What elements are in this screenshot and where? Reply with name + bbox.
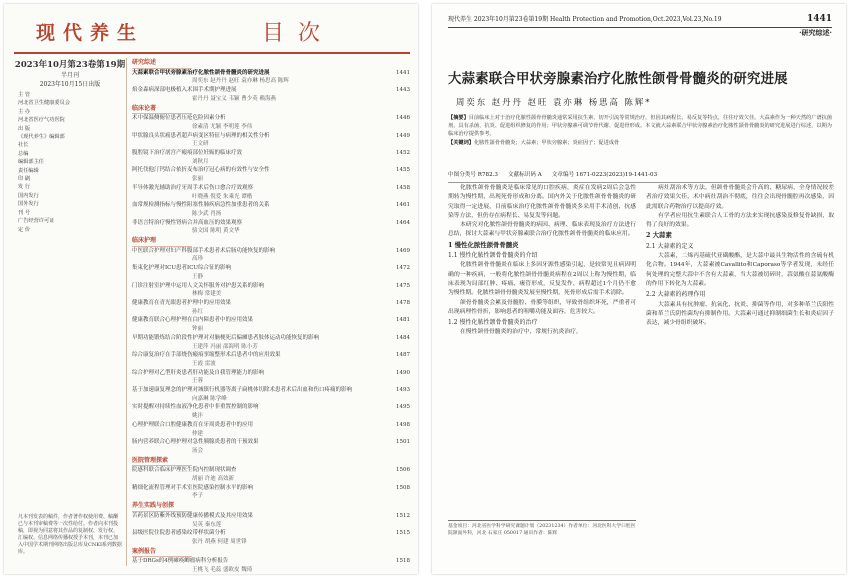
journal-field: 发 行 [18, 184, 31, 191]
toc-entry[interactable] [132, 316, 410, 325]
toc-entry[interactable] [132, 421, 410, 430]
toc-entry[interactable] [132, 114, 410, 123]
toc-entry-page: 1452 [396, 150, 410, 157]
body-paragraph: 有学者应用抗生素联合人工骨的方法来实现抗感染及修复骨缺损，取得了良好的效果。 [646, 212, 834, 229]
toc-entry-title: 甲状腺良头状癌患者超声病变区特征与病理的相关性分析 [132, 132, 270, 139]
subsection-heading: 2.1 大蒜素的定义 [646, 242, 694, 250]
abstract-block [448, 114, 832, 147]
toc-section-heading: 临床论著 [132, 105, 192, 115]
journal-field: 出 版 [18, 125, 31, 132]
journal-field: 主 管 [18, 92, 31, 98]
toc-entry-title: 半导体激光辅助治疗牙周手术后伤口愈合疗效观察 [132, 184, 254, 191]
toc-entry-page: 1506 [396, 467, 410, 474]
toc-entry-title: 基于DRGs的4例瘫痪鲫瘤病科分析报告 [132, 558, 229, 565]
toc-entry-page: 1501 [396, 439, 410, 446]
toc-entry-page: 1469 [396, 247, 410, 254]
toc-entry-page: 1508 [396, 484, 410, 491]
toc-entry[interactable] [132, 149, 410, 158]
subsection-heading: 2.2 大蒜素的药理作用 [646, 291, 706, 299]
toc-entry-title: 实时提醒对持续性血液净化患者中非重置控制的影响 [132, 404, 259, 411]
toc-entry-title: 院感科联合临床护理医生院内控制现状调查 [132, 467, 237, 474]
publish-date: 2023年10月15日出版 [39, 81, 101, 88]
toc-entry-authors [132, 193, 410, 202]
journal-field: 河北省医疗气功医院 [18, 117, 65, 124]
toc-entry-authors [132, 412, 410, 421]
toc-authors-text: 徐素清 尤颖 李明莲 李伟 [192, 123, 253, 130]
toc-entry-authors [132, 475, 410, 484]
copyright-note: 凡本刊发表的稿件，作者著作权使用费、稿酬已与本刊审稿费等一次性给付。作者向本刊投稿，即视为同意将其作品的复制权、发行权、汇编权、信息网络传播权授予本刊，本刊已加入中国学术期刊网络出版总库及CNKI系列数据库。 [18, 514, 122, 555]
toc-entry-authors [132, 447, 410, 456]
toc-entry-authors [132, 175, 410, 184]
body-paragraph: 大蒜素具有抗肿瘤、抗氧化、抗炎、抑菌等作用，对多种革兰氏阳性菌和革兰氏阴性菌均有抑制作用。大蒜素可通过抑制细菌生长和炎症因子表达，减少骨组织破坏。 [646, 301, 834, 327]
toc-section-heading: 医院管理探索 [132, 457, 192, 467]
toc-authors-text: 霍丹丹 聂宝义 韦颖 曹少英 赖海燕 [192, 95, 276, 102]
toc-entry-authors [132, 158, 410, 167]
toc-entry-title: 健康教育联合心理护理在白内障患者中的应用效果 [132, 317, 254, 324]
toc-entry[interactable] [132, 282, 410, 291]
toc-entry-page: 1493 [396, 387, 410, 394]
toc-entry-page: 1484 [396, 334, 410, 341]
toc-entry[interactable] [132, 351, 410, 360]
abstract-label: 【摘要】 [448, 115, 469, 121]
toc-entry-authors [132, 538, 410, 547]
meta-item: 文章编号 1671-0223(2023)19-1441-03 [551, 172, 658, 178]
journal-field: 刊 号 [18, 209, 31, 216]
toc-list [132, 58, 410, 574]
toc-entry-authors [132, 360, 410, 369]
toc-authors-text: 王文研 [192, 141, 209, 148]
toc-entry-page: 1455 [396, 167, 410, 174]
toc-entry-title: 综合康复治疗在手部烧伤瘢痕挛缩整形术后患者中的应用效果 [132, 352, 281, 359]
toc-authors-text: 张丹 胡燕 何建 周世锋 [192, 538, 247, 545]
toc-entry-authors [132, 566, 410, 574]
journal-fields [14, 91, 126, 234]
toc-entry-authors [132, 325, 410, 334]
article-meta [448, 170, 832, 183]
journal-field: 广告经营许可证 [18, 218, 55, 225]
toc-authors-text: 王桃飞 毛蕊 盛欧皮 魏琦 [192, 567, 253, 574]
toc-entry[interactable] [132, 86, 410, 95]
body-paragraph: 在慢性颌骨骨髓炎的治疗中，常规行抗炎治疗， [460, 329, 582, 336]
toc-section-heading: 研究综述 [132, 59, 192, 69]
toc-authors-text: 吴英 秦东莲 [192, 521, 222, 528]
body-paragraph: 本研究对化脓性颌骨骨髓炎的病因、病理、临床表现及治疗方法进行总结，探讨大蒜素与甲状旁腺素联合治疗化脓性颌骨骨髓炎的临床应用。 [448, 222, 636, 238]
keywords-label: 【关键词】 [448, 139, 474, 146]
abstract-text: 目前临床上对于治疗化脓性颌骨骨髓炎通常采用抗生素、切开引流等常规治疗，但因其病程长、易反复等特点，往往疗效欠佳。大蒜素作为一种天然的广谱抗菌剂，具有杀菌、抗炎、促进组织修复的作用；甲状旁腺素可调节骨代谢、促进骨形成。本文就大蒜素联合甲状旁腺素治疗化脓性颌骨骨髓炎的研究进展进行综述，以期为临床治疗提供参考。 [448, 115, 832, 138]
toc-entry-authors [132, 343, 410, 352]
toc-entry-title: 肠内营养联合心理护理对急性胰腺炎患者的干预效果 [132, 439, 259, 446]
toc-authors-text: 陈少武 肖扬 [192, 210, 222, 217]
body-paragraph: 颌骨骨髓炎会累及骨髓腔、骨膜等组织，导致骨组织坏死，严重者可出现病理性骨折，影响患者的咀嚼功能及面容，危害较大。 [448, 299, 636, 315]
keywords-text: 化脓性颌骨骨髓炎；大蒜素；甲状旁腺素；炎症因子；促进成骨 [473, 139, 620, 146]
toc-entry[interactable] [132, 334, 410, 343]
toc-entry-title: 精细化流程管理对手术室医院感染控制水平的影响 [132, 484, 254, 491]
toc-entry-authors [132, 140, 410, 149]
article-title: 大蒜素联合甲状旁腺素治疗化脓性颌骨骨髓炎的研究进展 [448, 71, 788, 87]
journal-field: 责任编辑 [18, 167, 39, 174]
toc-entry-authors [132, 123, 410, 132]
toc-entry[interactable] [132, 484, 410, 493]
running-head [448, 14, 832, 28]
toc-entry-page: 1461 [396, 202, 410, 209]
toc-entry-title: 焰金森病深部电极植入术围手术期护理进展 [132, 87, 237, 94]
body-column-right [646, 184, 834, 328]
toc-entry-title: 术中保温侧俯位患者压疮危险因素分析 [132, 115, 226, 122]
toc-entry-page: 1515 [396, 530, 410, 537]
toc-authors-text: 王霞 雷波 [192, 360, 216, 367]
toc-entry-title: 健康教育在青光眼患者护理中的应用效果 [132, 299, 232, 306]
toc-authors-text: 王静 [192, 273, 204, 280]
journal-field: 国内发行 [18, 192, 39, 199]
issue-label: 2023年10月第23卷第19期 [14, 60, 126, 70]
meta-item: 文献标识码 A [507, 172, 542, 178]
toc-entry-authors [132, 430, 410, 439]
running-head-text: 现代养生 2023年10月第23卷第19期 Health Protection and Promotion,Oct.2023,Vol.23,No.19 [448, 16, 722, 23]
toc-entry-page: 1518 [396, 558, 410, 565]
footnote: 基金项目：河北省医学科学研究课题计划（20231234）作者单位：河北医科大学口腔医院颌面外科，河北 石家庄 050017 通讯作者：陈辉 [448, 520, 636, 537]
toc-authors-text: 钟丽 [192, 326, 204, 333]
toc-authors-text: 骆文国 陈明 黄文华 [192, 228, 240, 235]
toc-entry-page: 1458 [396, 184, 410, 191]
toc-entry[interactable] [132, 247, 410, 256]
toc-entry-page: 1475 [396, 282, 410, 289]
toc-entry-authors [132, 377, 410, 386]
toc-section-heading: 养生实践与创探 [132, 502, 192, 512]
toc-entry-authors [132, 210, 410, 219]
toc-entry-authors [132, 290, 410, 299]
toc-page [4, 4, 418, 574]
toc-authors-text: 高珍 [192, 256, 204, 263]
toc-entry-authors [132, 395, 410, 404]
toc-entry-authors [132, 308, 410, 317]
article-page [432, 4, 846, 574]
toc-entry[interactable] [132, 299, 410, 308]
toc-entry[interactable] [132, 132, 410, 141]
masthead [14, 12, 410, 54]
toc-entry-title: 腹腔镜下治疗剖宫产瘢痕部位妊娠的临床疗效 [132, 150, 243, 157]
toc-entry[interactable] [132, 386, 410, 395]
toc-authors-text: 胡丽 许迪 高效新 [192, 476, 234, 483]
toc-entry[interactable] [132, 369, 410, 378]
toc-entry[interactable] [132, 438, 410, 447]
section-heading: 2 大蒜素 [646, 231, 672, 240]
toc-entry-title: 综合护理对乙型肝炎患者肝功能及自我管理能力的影响 [132, 369, 265, 376]
toc-entry-page: 1490 [396, 369, 410, 376]
toc-entry[interactable] [132, 466, 410, 475]
toc-entry-authors [132, 77, 410, 86]
toc-entry[interactable] [132, 219, 410, 228]
toc-entry-title: 心理护理联合口腔健康教育在牙周炎患者中的应用 [132, 421, 254, 428]
frequency-label: 半月刊 [60, 72, 79, 79]
toc-entry-authors [132, 273, 410, 282]
body-column-left [448, 184, 636, 338]
toc-entry-page: 1472 [396, 265, 410, 272]
toc-entry-title: 血常规检测指标与慢性阻塞性肺疾病急性加重患者的关系 [132, 202, 270, 209]
body-paragraph: 化脓性颌骨骨髓炎是临床常见的口腔疾病，炎症在发病2周后会急性期转为慢性期，出现死骨形成和分离。国内外关于化脓性颌骨骨髓炎的研究取得一定进展，目前临床治疗化脓性颌骨骨髓炎多采用手术清创、抗感染等方法，但仍存在病程长、易复发等问题。 [448, 185, 636, 219]
toc-entry-title: 大蒜素联合甲状旁腺素治疗化脓性颌骨骨髓炎的研究进展 [132, 69, 270, 76]
toc-entry-page: 1512 [396, 512, 410, 519]
toc-authors-text: 叶晓燕 倪爱 朱乘光 谭楷 [192, 193, 253, 200]
journal-field: 主 办 [18, 108, 31, 115]
toc-entry-title: 中医联合护理对妇产科腹部手术患者术后肠功能恢复的影响 [132, 247, 276, 254]
toc-entry[interactable] [132, 403, 410, 412]
toc-heading: 目次 [262, 21, 335, 46]
toc-entry[interactable] [132, 264, 410, 273]
toc-entry-page: 1498 [396, 421, 410, 428]
journal-field: 国外发行 [18, 201, 39, 208]
toc-entry[interactable] [132, 201, 410, 210]
toc-authors-text: 汤会 [192, 447, 204, 454]
toc-entry-title: 基于加速康复理念的护理对城镇行机器等离子扁桃体切除术患者术后出血和伤口疼痛的影响 [132, 387, 353, 394]
toc-authors-text: 孙红 [192, 308, 204, 315]
toc-entry-title: 非语言特治疗慢性肾病合并高血压的效果观察 [132, 219, 243, 226]
body-paragraph: 病灶刮治术等方法，但颌骨骨髓炎会升高的、糖尿病、全身情况较差者治疗效果欠佳，术中病灶刮治不彻底，往往会出现骨髓腔再次感染，因此需联合药物治疗以提高疗效。 [646, 185, 834, 210]
toc-entry-page: 1478 [396, 299, 410, 306]
body-paragraph: 大蒜素，二烯丙基硫代亚磺酸酯，是大蒜中最具生物活性的含硫有机化合物。1944年，大蒜素被Cavallito和Caporaso等学者发现，未经任何处理的完整大蒜中不含有大蒜素，当大蒜被切碎时，蒜氨酸在蒜氨酸酶的作用下转化为大蒜素。 [646, 253, 834, 287]
toc-entry-title: 县级医院住院患者感染纹带样状菌分析 [132, 530, 226, 537]
toc-entry-page: 1449 [396, 132, 410, 139]
article-authors: 周奕东 赵丹丹 赵旺 袁亦琳 杨思高 陈辉* [456, 97, 652, 107]
toc-entry[interactable] [132, 557, 410, 566]
journal-field: 《现代养生》编辑部 [18, 134, 65, 141]
toc-entry-authors [132, 95, 410, 104]
toc-entry-page: 1443 [396, 87, 410, 94]
journal-info-sidebar [14, 58, 127, 566]
toc-entry-page: 1495 [396, 404, 410, 411]
toc-entry-page: 1487 [396, 352, 410, 359]
subsection-heading: 1.2 慢性化脓性颌骨骨髓炎的治疗 [448, 319, 538, 327]
journal-field: 编辑部主任 [18, 159, 44, 166]
toc-authors-text: 周奕东 赵丹丹 赵旺 袁亦琳 杨思高 陈辉 [192, 78, 289, 85]
toc-authors-text: 李子 [192, 493, 204, 500]
toc-entry-authors [132, 227, 410, 236]
toc-section-heading: 案例报告 [132, 548, 192, 558]
toc-entry-authors [132, 255, 410, 264]
toc-entry-title: 早期功能锻炼结合阶段性护理对对脑梗死后偏瘫患者肢体运动功能恢复的影响 [132, 334, 320, 341]
toc-entry-page: 1481 [396, 317, 410, 324]
toc-entry-title: 阿托伐他汀钙结合依折麦布治疗冠心病的有效性与安全性 [132, 167, 270, 174]
journal-field: 定 价 [18, 226, 31, 233]
toc-authors-text: 林梅 常建美 [192, 291, 222, 298]
toc-authors-text: 仲建 [192, 430, 204, 437]
toc-authors-text: 姚沣 [192, 413, 204, 420]
journal-field: 社长 [18, 142, 29, 149]
toc-entry-page: 1446 [396, 115, 410, 122]
section-heading: 1 慢性化脓性颌骨骨髓炎 [448, 240, 519, 249]
toc-section-heading: 临床护理 [132, 237, 192, 247]
toc-entry-authors [132, 492, 410, 501]
toc-authors-text: 向嘉琳 陈学峰 [192, 395, 227, 402]
column-label: ·研究综述· [799, 28, 832, 37]
toc-entry-title: 门诊注射室护理中运用人文关怀服务对护患关系的影响 [132, 282, 265, 289]
body-paragraph: 化脓性颌骨骨髓炎在临床上多因牙源性感染引起，是较常见且病因明确的一种疾病，一般将化脓性颌骨骨髓炎病程在2周以上称为慢性期，临床表现为局部红肿、疼痛、瘘管形成，反复发作，病程超过1个月仍不愈为慢性期。化脓性颌骨骨髓炎发展至慢性期，死骨形成后需手术清除。 [448, 262, 636, 297]
toc-entry[interactable] [132, 166, 410, 175]
meta-item: 中图分类号 R782.3 [448, 172, 498, 178]
journal-field: 印 刷 [18, 176, 31, 183]
toc-entry-authors [132, 521, 410, 530]
toc-authors-text: 刘秋月 [192, 158, 209, 165]
toc-authors-text: 张丽 [192, 176, 204, 183]
subsection-heading: 1.1 慢性化脓性颌骨骨髓炎的介绍 [448, 252, 538, 260]
toc-entry-title: 苦药景区防紫外线预防健康传播模式及其应用效果 [132, 512, 254, 519]
toc-entry-page: 1464 [396, 219, 410, 226]
toc-authors-text: 王蓉 [192, 378, 204, 385]
toc-entry[interactable] [132, 69, 410, 78]
toc-entry[interactable] [132, 529, 410, 538]
page-number: 1441 [806, 14, 832, 24]
journal-title: 现代养生 [36, 22, 145, 44]
journal-field: 总编 [18, 150, 29, 157]
toc-entry[interactable] [132, 512, 410, 521]
toc-entry-page: 1441 [396, 69, 410, 76]
toc-entry[interactable] [132, 184, 410, 193]
toc-entry-title: 集束化护理对ICU患者ICU综合征的影响 [132, 265, 232, 272]
journal-field: 河北省卫生健康委员会 [18, 100, 70, 107]
toc-authors-text: 王建萍 冯丽 邵海明 陈小芳 [192, 343, 258, 350]
